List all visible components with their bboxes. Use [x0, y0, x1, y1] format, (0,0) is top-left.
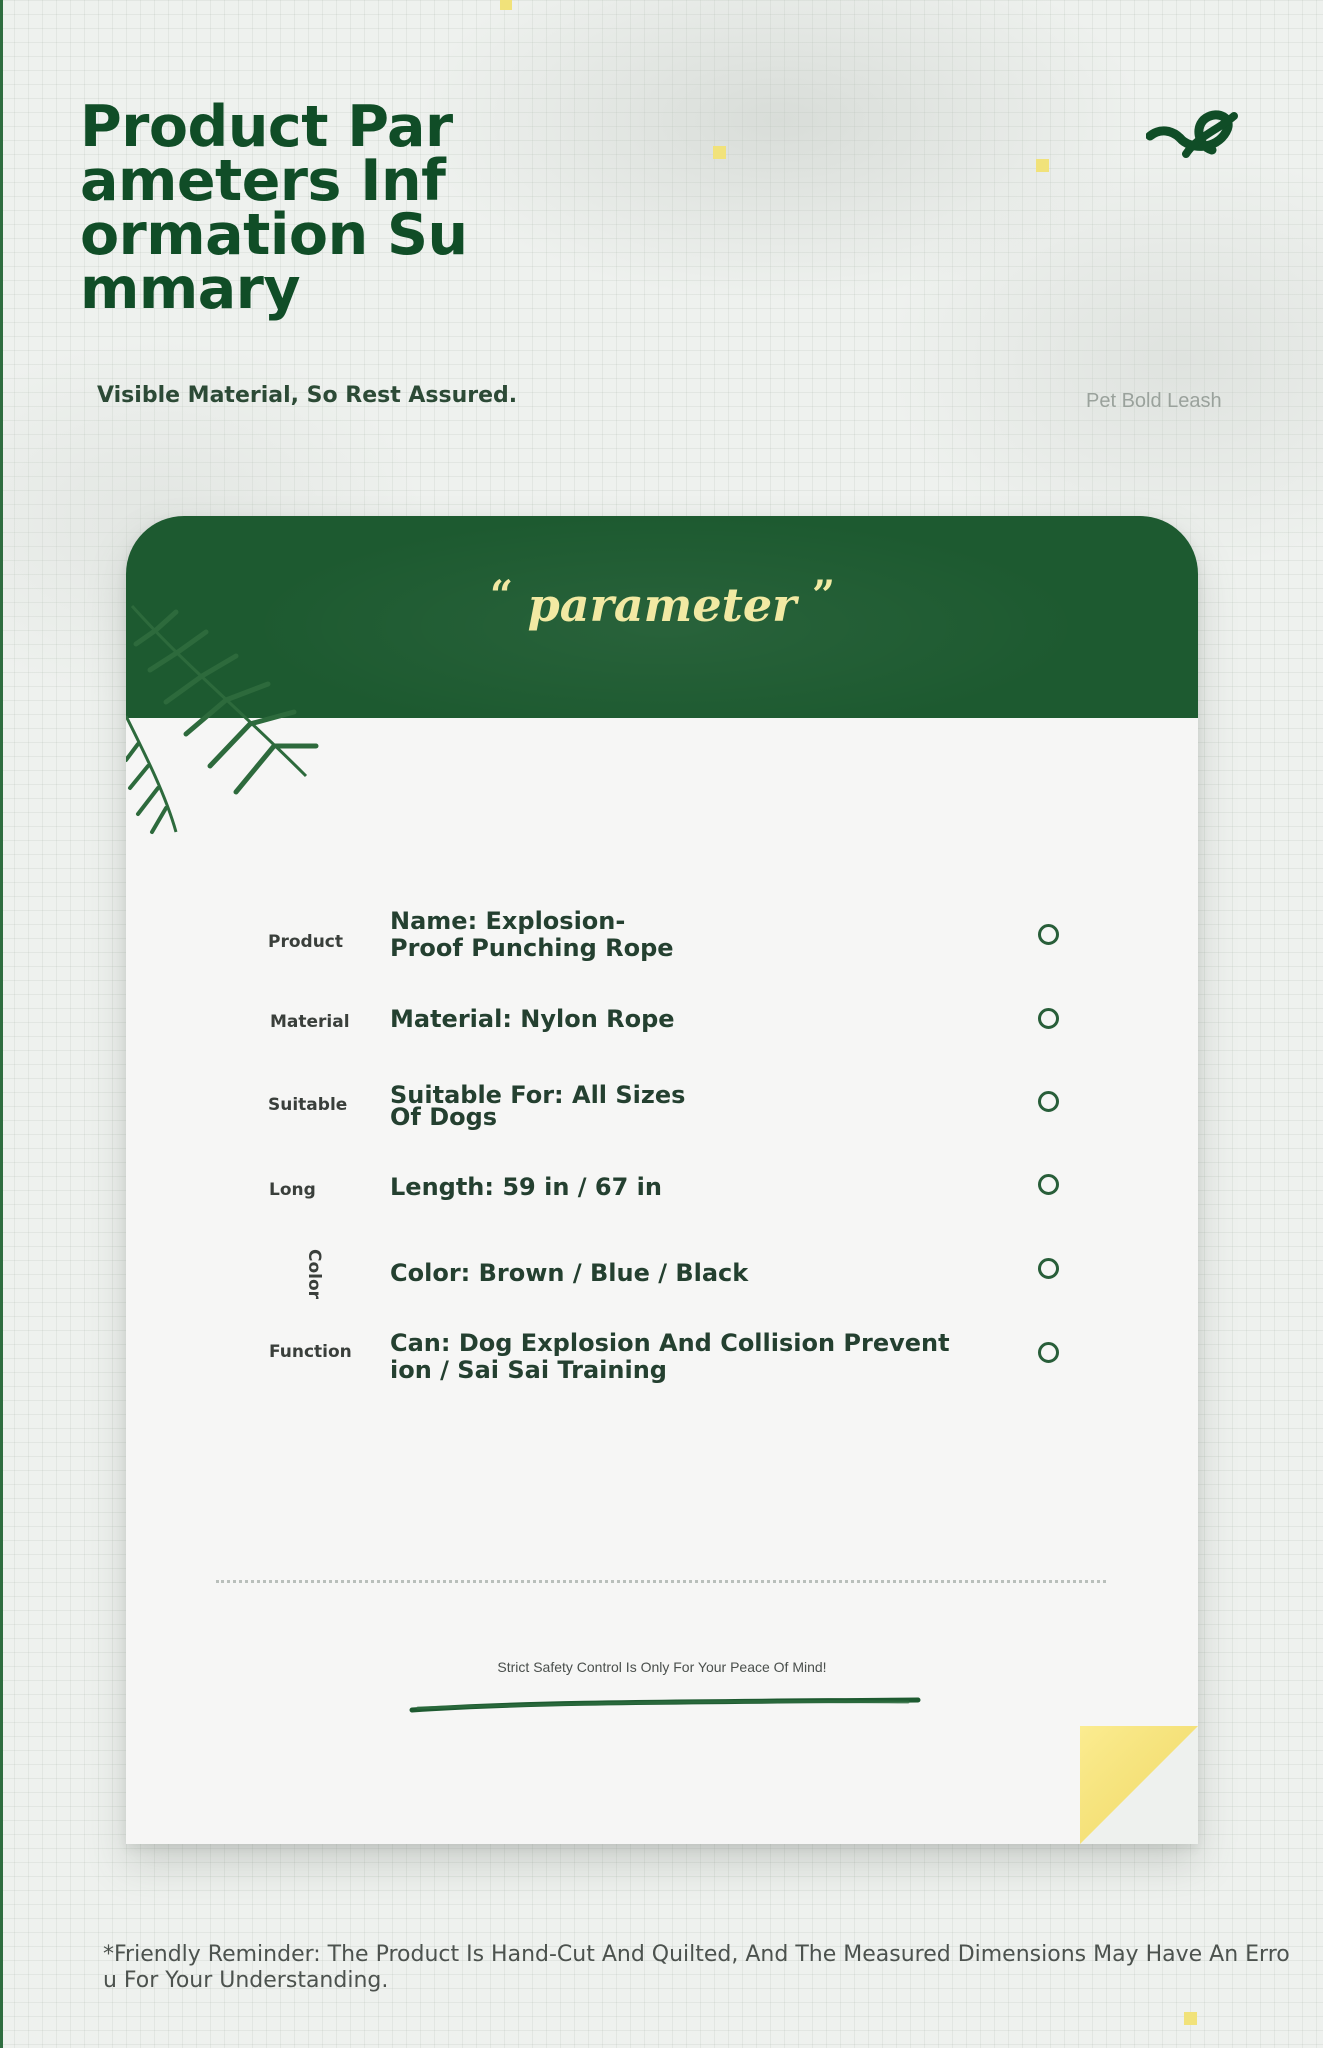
param-key-product: Product — [268, 932, 343, 952]
row-marker-circle — [1038, 1258, 1059, 1279]
param-key-suitable: Suitable — [268, 1095, 348, 1115]
palm-leaf-icon — [126, 596, 326, 836]
card-header-label: parameter — [527, 578, 797, 632]
row-marker-circle — [1038, 1174, 1059, 1195]
reminder-line-2: u For Your Understanding. — [103, 1968, 389, 1993]
param-value-function: Can: Dog Explosion And Collision Prevention / Sai Sai Training — [390, 1329, 950, 1384]
row-marker-circle — [1038, 1008, 1059, 1029]
dotted-divider — [216, 1580, 1106, 1583]
brush-stroke-underline — [408, 1696, 922, 1714]
page-title: Product Parameters Information Summary — [80, 94, 468, 322]
confetti-square — [500, 0, 512, 10]
param-value-long: Length: 59 in / 67 in — [390, 1173, 662, 1201]
param-key-function: Function — [269, 1342, 352, 1362]
param-value-product: Name: Explosion-Proof Punching Rope — [390, 907, 674, 962]
page-curl-corner — [1080, 1726, 1198, 1844]
page-subtitle: Visible Material, So Rest Assured. — [97, 383, 518, 408]
close-quote: ” — [812, 572, 836, 619]
param-value-material: Material: Nylon Rope — [390, 1005, 675, 1033]
confetti-square — [713, 146, 726, 159]
knot-rope-logo-icon — [1146, 106, 1238, 168]
row-marker-circle — [1038, 1091, 1059, 1112]
confetti-square — [1036, 159, 1049, 172]
open-quote: “ — [490, 572, 514, 619]
param-key-material: Material — [270, 1012, 350, 1032]
left-edge-rule — [0, 0, 3, 2048]
parameter-card — [126, 516, 1198, 1844]
row-marker-circle — [1038, 924, 1059, 945]
confetti-square — [1184, 2012, 1197, 2025]
param-value-suitable: Suitable For: All Sizes Of Dogs — [390, 1081, 686, 1131]
friendly-reminder — [103, 1942, 1323, 1994]
param-value-color: Color: Brown / Blue / Black — [390, 1259, 749, 1287]
param-key-color: Color — [304, 1249, 324, 1300]
row-marker-circle — [1038, 1342, 1059, 1363]
param-key-long: Long — [269, 1180, 316, 1200]
card-footer-line: Strict Safety Control Is Only For Your Peace Of Mind! — [497, 1659, 827, 1675]
reminder-line-1: *Friendly Reminder: The Product Is Hand-Cut And Quilted, And The Measured Dimensions May Have An Erro — [103, 1942, 1290, 1967]
brand-caption: Pet Bold Leash — [1086, 390, 1222, 412]
